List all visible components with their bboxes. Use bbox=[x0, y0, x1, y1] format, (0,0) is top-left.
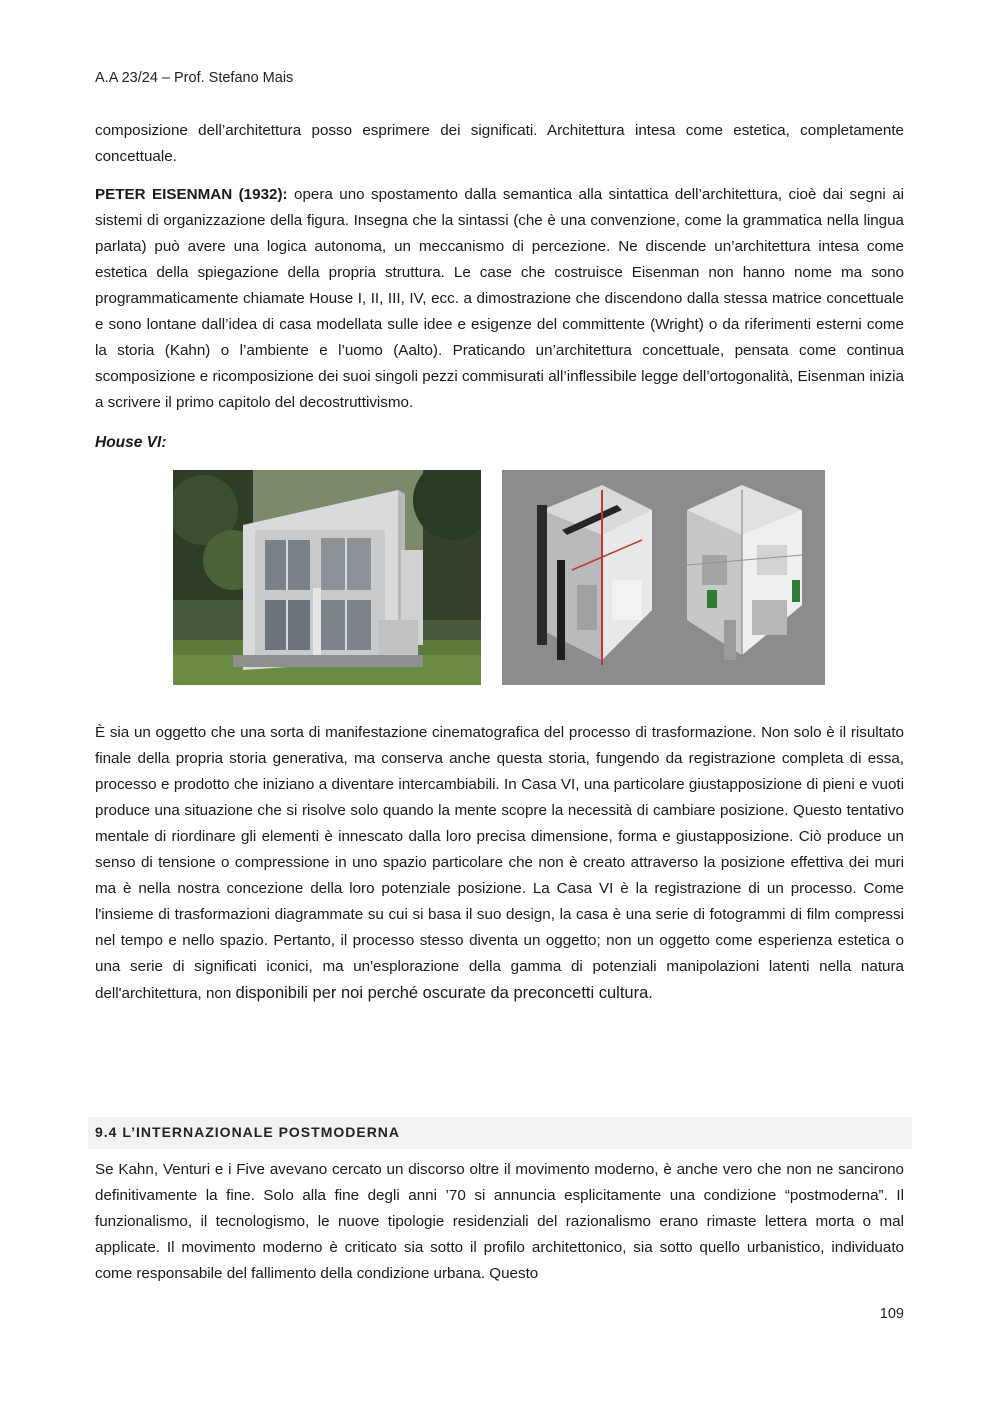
house-vi-title bbox=[95, 430, 904, 456]
paragraph-eisenman bbox=[95, 182, 904, 416]
house-vi-title-text: House VI bbox=[95, 434, 162, 451]
eisenman-heading: PETER EISENMAN (1932): bbox=[95, 186, 288, 203]
house-vi-tail: disponibili per noi perché oscurate da preconcetti cultura. bbox=[235, 984, 653, 1002]
main-content bbox=[95, 118, 904, 1019]
house-vi-title-colon: : bbox=[161, 434, 167, 451]
house-vi-photo bbox=[173, 470, 481, 685]
figures-row bbox=[95, 470, 904, 702]
eisenman-body: opera uno spostamento dalla semantica alla sintattica dell’architettura, cioè dai segni ai sistemi di organizzazione della figura. Insegna che la sintassi (che è una convenzione, come la grammatica nella lingua parlata) può avere una logica autonoma, un meccanismo di percezione. Ne discende un’architettura intesa come estetica della spiegazione della propria struttura. Le case che costruisce Eisenman non hanno nome ma sono programmaticamente chiamate House I, II, III, IV, ecc. a dimostrazione che discendono dalla stessa matrice concettuale e sono lontane dall’idea di casa modellata sulle idee e esigenze del committente (Wright) o da riferimenti esterni come la storia (Kahn) o l’ambiente e l’uomo (Aalto). Praticando un’architettura concettuale, pensata come continua scomposizione e ricomposizione dei suoi singoli pezzi commisurati all’inflessibile legge dell’ortogonalità, Eisenman inizia a scrivere il primo capitolo del decostruttivismo. bbox=[95, 186, 905, 411]
house-vi-axonometric bbox=[502, 470, 825, 685]
paragraph-intro: composizione dell’architettura posso esprimere dei significati. Architettura intesa come estetica, completamente concettuale. bbox=[95, 122, 904, 165]
page-header: A.A 23/24 – Prof. Stefano Mais bbox=[95, 70, 294, 86]
house-vi-body: È sia un oggetto che una sorta di manifestazione cinematografica del processo di trasformazione. Non solo è il risultato finale della propria storia generativa, ma conserva anche questa storia, fungendo da registrazione completa di essa, processo e prodotto che iniziano a diventare intercambiabili. In Casa VI, una particolare giustapposizione di pieni e vuoti produce una situazione che si risolve solo quando la mente scopre la necessità di cambiare posizione. Questo tentativo mentale di riordinare gli elementi è innescato dalla loro precisa dimensione, forma e giustapposizione. Ciò produce un senso di tensione o compressione in uno spazio particolare che non è creato attraverso la posizione effettiva dei muri ma è nella nostra concezione della loro potenziale posizione. La Casa VI è la registrazione di un processo. Come l'insieme di trasformazioni diagrammate su cui si basa il suo design, la casa è una serie di fotogrammi di film compressi nel tempo e nello spazio. Pertanto, il processo stesso diventa un oggetto; non un oggetto come esperienza estetica o una serie di significati iconici, ma un'esplorazione della gamma di potenziali manipolazioni latenti nella natura dell'architettura, non bbox=[95, 724, 904, 1002]
paragraph-postmodern: Se Kahn, Venturi e i Five avevano cercato un discorso oltre il movimento moderno, è anche vero che non ne sancirono definitivamente la fine. Solo alla fine degli anni ’70 si annuncia esplicitamente una condizione “postmoderna”. Il funzionalismo, il tecnologismo, le nuove tipologie residenziali del razionalismo erano rimaste lettera morta o mal applicate. Il movimento moderno è criticato sia sotto il profilo architettonico, sia sotto quello urbanistico, individuato come responsabile del fallimento della condizione urbana. Questo bbox=[95, 1161, 904, 1282]
page-number: 109 bbox=[879, 1306, 904, 1322]
paragraph-house-vi bbox=[95, 720, 904, 1007]
section-heading: 9.4 L’INTERNAZIONALE POSTMODERNA bbox=[95, 1124, 401, 1140]
section-content bbox=[95, 1157, 904, 1299]
